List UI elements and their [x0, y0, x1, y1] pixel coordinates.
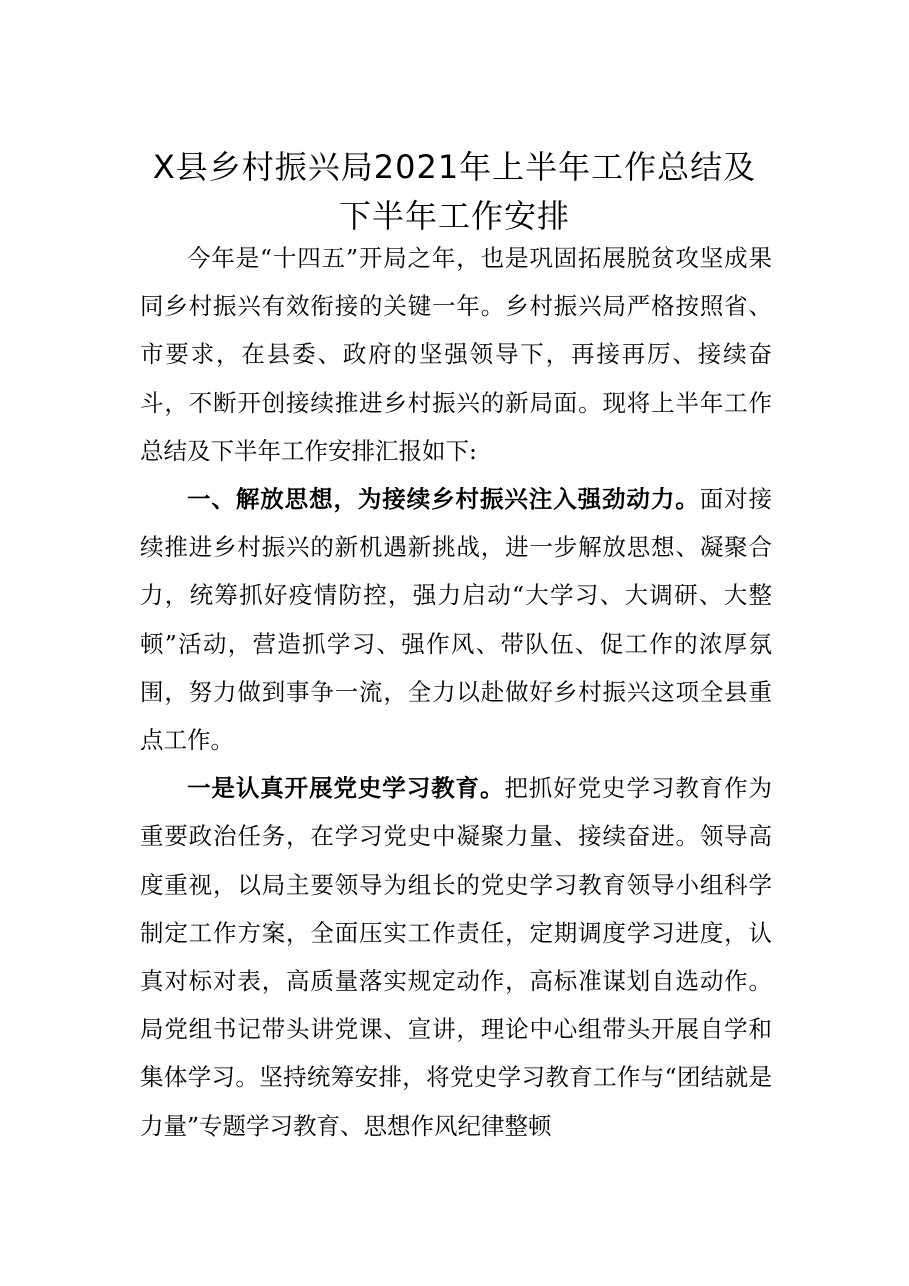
document-title-line-2: 下半年工作安排: [338, 197, 570, 235]
section-1-text: 面对接续推进乡村振兴的新机遇新挑战，进一步解放思想、凝聚合力，统筹抓好疫情防控，强力启动“大学习、大调研、大整顿”活动，营造抓学习、强作风、带队伍、促工作的浓厚氛围，努力做到事争一流，全力以赴做好乡村振兴这项全县重点工作。: [140, 485, 773, 755]
item-1-heading: 一是认真开展党史学习教育。: [187, 774, 505, 803]
section-1-paragraph: [140, 475, 772, 764]
section-1-heading: 一、解放思想，为接续乡村振兴注入强劲动力。: [187, 485, 700, 514]
document-body: [140, 234, 772, 1150]
item-1-text: 把抓好党史学习教育作为重要政治任务，在学习党史中凝聚力量、接续奋进。领导高度重视，以局主要领导为组长的党史学习教育领导小组科学制定工作方案，全面压实工作责任，定期调度学习进度，认真对标对表，高质量落实规定动作，高标准谋划自选动作。局党组书记带头讲党课、宣讲，理论中心组带头开展自学和集体学习。坚持统筹安排，将党史学习教育工作与“团结就是力量”专题学习教育、思想作风纪律整顿: [140, 774, 773, 1140]
item-1-paragraph: [140, 764, 772, 1150]
document-title-line-1: X县乡村振兴局2021年上半年工作总结及: [152, 148, 757, 186]
intro-paragraph: 今年是“十四五”开局之年，也是巩固拓展脱贫攻坚成果同乡村振兴有效衔接的关键一年。乡村振兴局严格按照省、市要求，在县委、政府的坚强领导下，再接再厉、接续奋斗，不断开创接续推进乡村振兴的新局面。现将上半年工作总结及下半年工作安排汇报如下:: [140, 244, 772, 465]
